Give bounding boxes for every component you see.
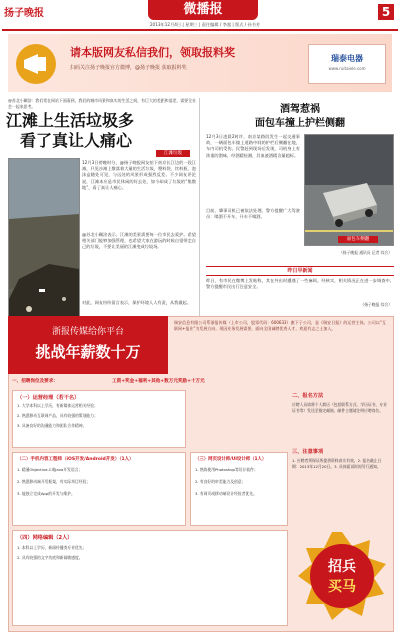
section-1-title: 一、招聘岗位及要求： [12,379,58,384]
section-title: 微播报 [183,2,223,17]
right-paragraph-1: 12月3日凌晨2时许，南京某路段发生一起交通事故，一辆面包车撞上道路中间的护栏后侧翻在地，车内司机受伤。民警赶到现场后发现，司机身上有浓重的酒味，经酒精检测，其血液酒精含量超标。 [206,134,300,158]
section-2-title: 二、报名方法 [292,393,324,399]
brand-url: www.ruitaiele.com [328,66,366,71]
job-block-3 [190,452,288,526]
section-banner [148,0,258,20]
job-3-item: 2. 有良好的审美能力及创意； [195,479,246,484]
brand-logo [308,44,386,84]
job-1-item: 2. 熟悉移动互联网产品，具有较强的策划能力； [17,413,98,418]
right-photo-caption: 面包车侧翻 [338,236,378,243]
job-block-4 [12,530,288,626]
left-paragraph-2: @苏北小糊涂表示，江滩的美景需要每一位市民去爱护。希望相关部门能够加强管理，也希望大家在游玩的时候自觉带走自己的垃圾，不要让美丽的江滩变成垃圾场。 [82,232,196,250]
sub-paragraph: 昨日，有市民在微博上发帖称，其在外出时遭遇了一些麻烦。经核实，相关情况正在进一步调查中。警方提醒市民出行注意安全。 [206,278,394,290]
crash-photo [304,134,394,246]
left-intro: @苏北小糊涂：我们常在网站下面看到，我们的城市风景和真实的生活之间，有巨大的差距和落差，需要全社会一起来思考。 [8,98,196,110]
job-4-item: 2. 具有较强的文字功底和新闻敏感度。 [17,555,83,560]
job-2-item: 2. 熟悉移动端开发框架，有实际项目经验； [17,479,91,484]
recruit-headline-small: 浙报传媒给你平台 [51,327,124,337]
salary-banner: 工资+奖金+福利+其他+数万元奖励+十万元 [112,379,205,384]
ad-title: 请本版网友私信我们，领取报料奖 [70,46,235,59]
right-credit: （扬子晚报 通讯员 记者 综合） [339,250,392,255]
job-3-item: 3. 有网页或移动端设计经验者优先。 [195,491,257,496]
job-4-item: 1. 本科以上学历，新闻传播类专业优先； [17,545,87,550]
megaphone-icon [14,42,58,86]
job-3-item: 1. 熟练使用Photoshop等设计软件； [195,467,258,472]
right-headline-1: 酒驾惹祸 [280,104,320,115]
job-2-item: 3. 能独立完成App的开发与维护。 [17,491,75,496]
job-2-item: 1. 精通Objective-C或Java开发语言； [17,467,83,472]
section-3-title: 三、注意事项 [292,449,324,455]
right-headline-2: 面包车撞上护栏侧翻 [255,118,345,129]
recruit-headline-big: 挑战年薪数十万 [35,343,141,361]
sub-credit: （扬子晚报 综合） [360,302,392,307]
ad-subtitle: 扫码关注扬子晚报官方微博，@扬子晚报 获取报料奖 [70,65,187,71]
job-2-title: （二）手机内容工程师（iOS开发/Android开发）（1人） [17,457,134,462]
left-headline-2: 看了真让人痛心 [20,131,133,150]
job-4-title: （四）网络编辑（2人） [17,535,73,541]
job-1-item: 1. 大学本科以上学历，有新媒体运营相关经验； [17,403,98,408]
ad-banner[interactable] [8,34,392,92]
job-3-title: （三）网页设计师/UI设计师（1人） [195,457,267,462]
left-paragraph-1: 12月3日傍晚时分，@扬子晚报网友拍下南京长江边的一段江滩，只见沙滩上散落着大量的生活垃圾，塑料袋、饮料瓶、泡沫盒随处可见，与远处的风景形成强烈反差。不少网友评论说，江滩本应是市民休闲的好去处，如今却成了垃圾的“集散地”，看了真让人痛心。 [82,160,196,190]
subsection-title: 昨日早新闻 [287,268,313,274]
left-headline-1: 江滩上生活垃圾多 [6,111,135,130]
recruit-header [8,316,168,374]
page-number: 5 [378,4,394,20]
subsection-heading [206,266,394,276]
salary-strip [12,378,388,386]
job-block-1 [12,390,186,448]
job-1-title: （一）运营经理（若干名） [17,395,80,401]
masthead: 扬子晚报 [4,8,44,19]
job-1-item: 3. 具备良好的沟通能力和团队合作精神。 [17,423,87,428]
section-3-text: 1. 应聘者须保证所提供资料真实有效。2. 报名截止日期：2013年12月20日。3. 具体面试时间另行通知。 [292,458,382,469]
job-block-2 [12,452,186,526]
left-photo-caption: 江滩垃圾 [156,150,190,157]
stamp-line-1: 招兵 [328,559,356,575]
brand-name: 瑞泰电器 [331,54,363,63]
right-paragraph-2: 目前，肇事司机已被依法处理。警方提醒广大驾驶员：喝酒不开车，开车不喝酒。 [206,208,300,220]
section-2-text: 应聘人员请将个人简历（包括联系方式、学历证书、专业证书等）发送至指定邮箱，邮件主题请注明应聘岗位。 [292,402,387,413]
stamp-line-2: 买马 [328,579,356,595]
header-divider [2,29,398,31]
left-paragraph-3: 对此，网友纷纷留言表示，保护环境人人有责，从我做起。 [82,300,191,305]
company-info: 瑞安信息有限公司系浙报传媒（上市公司，股票代码：600633）旗下子公司，是《瑞安日报》的运营主体。公司以“互联网+报业”为发展方向，现因业务发展需要，面向全国诚聘优秀人才，欢迎有志之士加入。 [174,320,386,331]
date-line: 2013年12月4日 | 星期三 | 责任编辑 / 李超 | 版式 / 孙书芳 [149,22,261,27]
recruit-stamp [296,530,388,622]
